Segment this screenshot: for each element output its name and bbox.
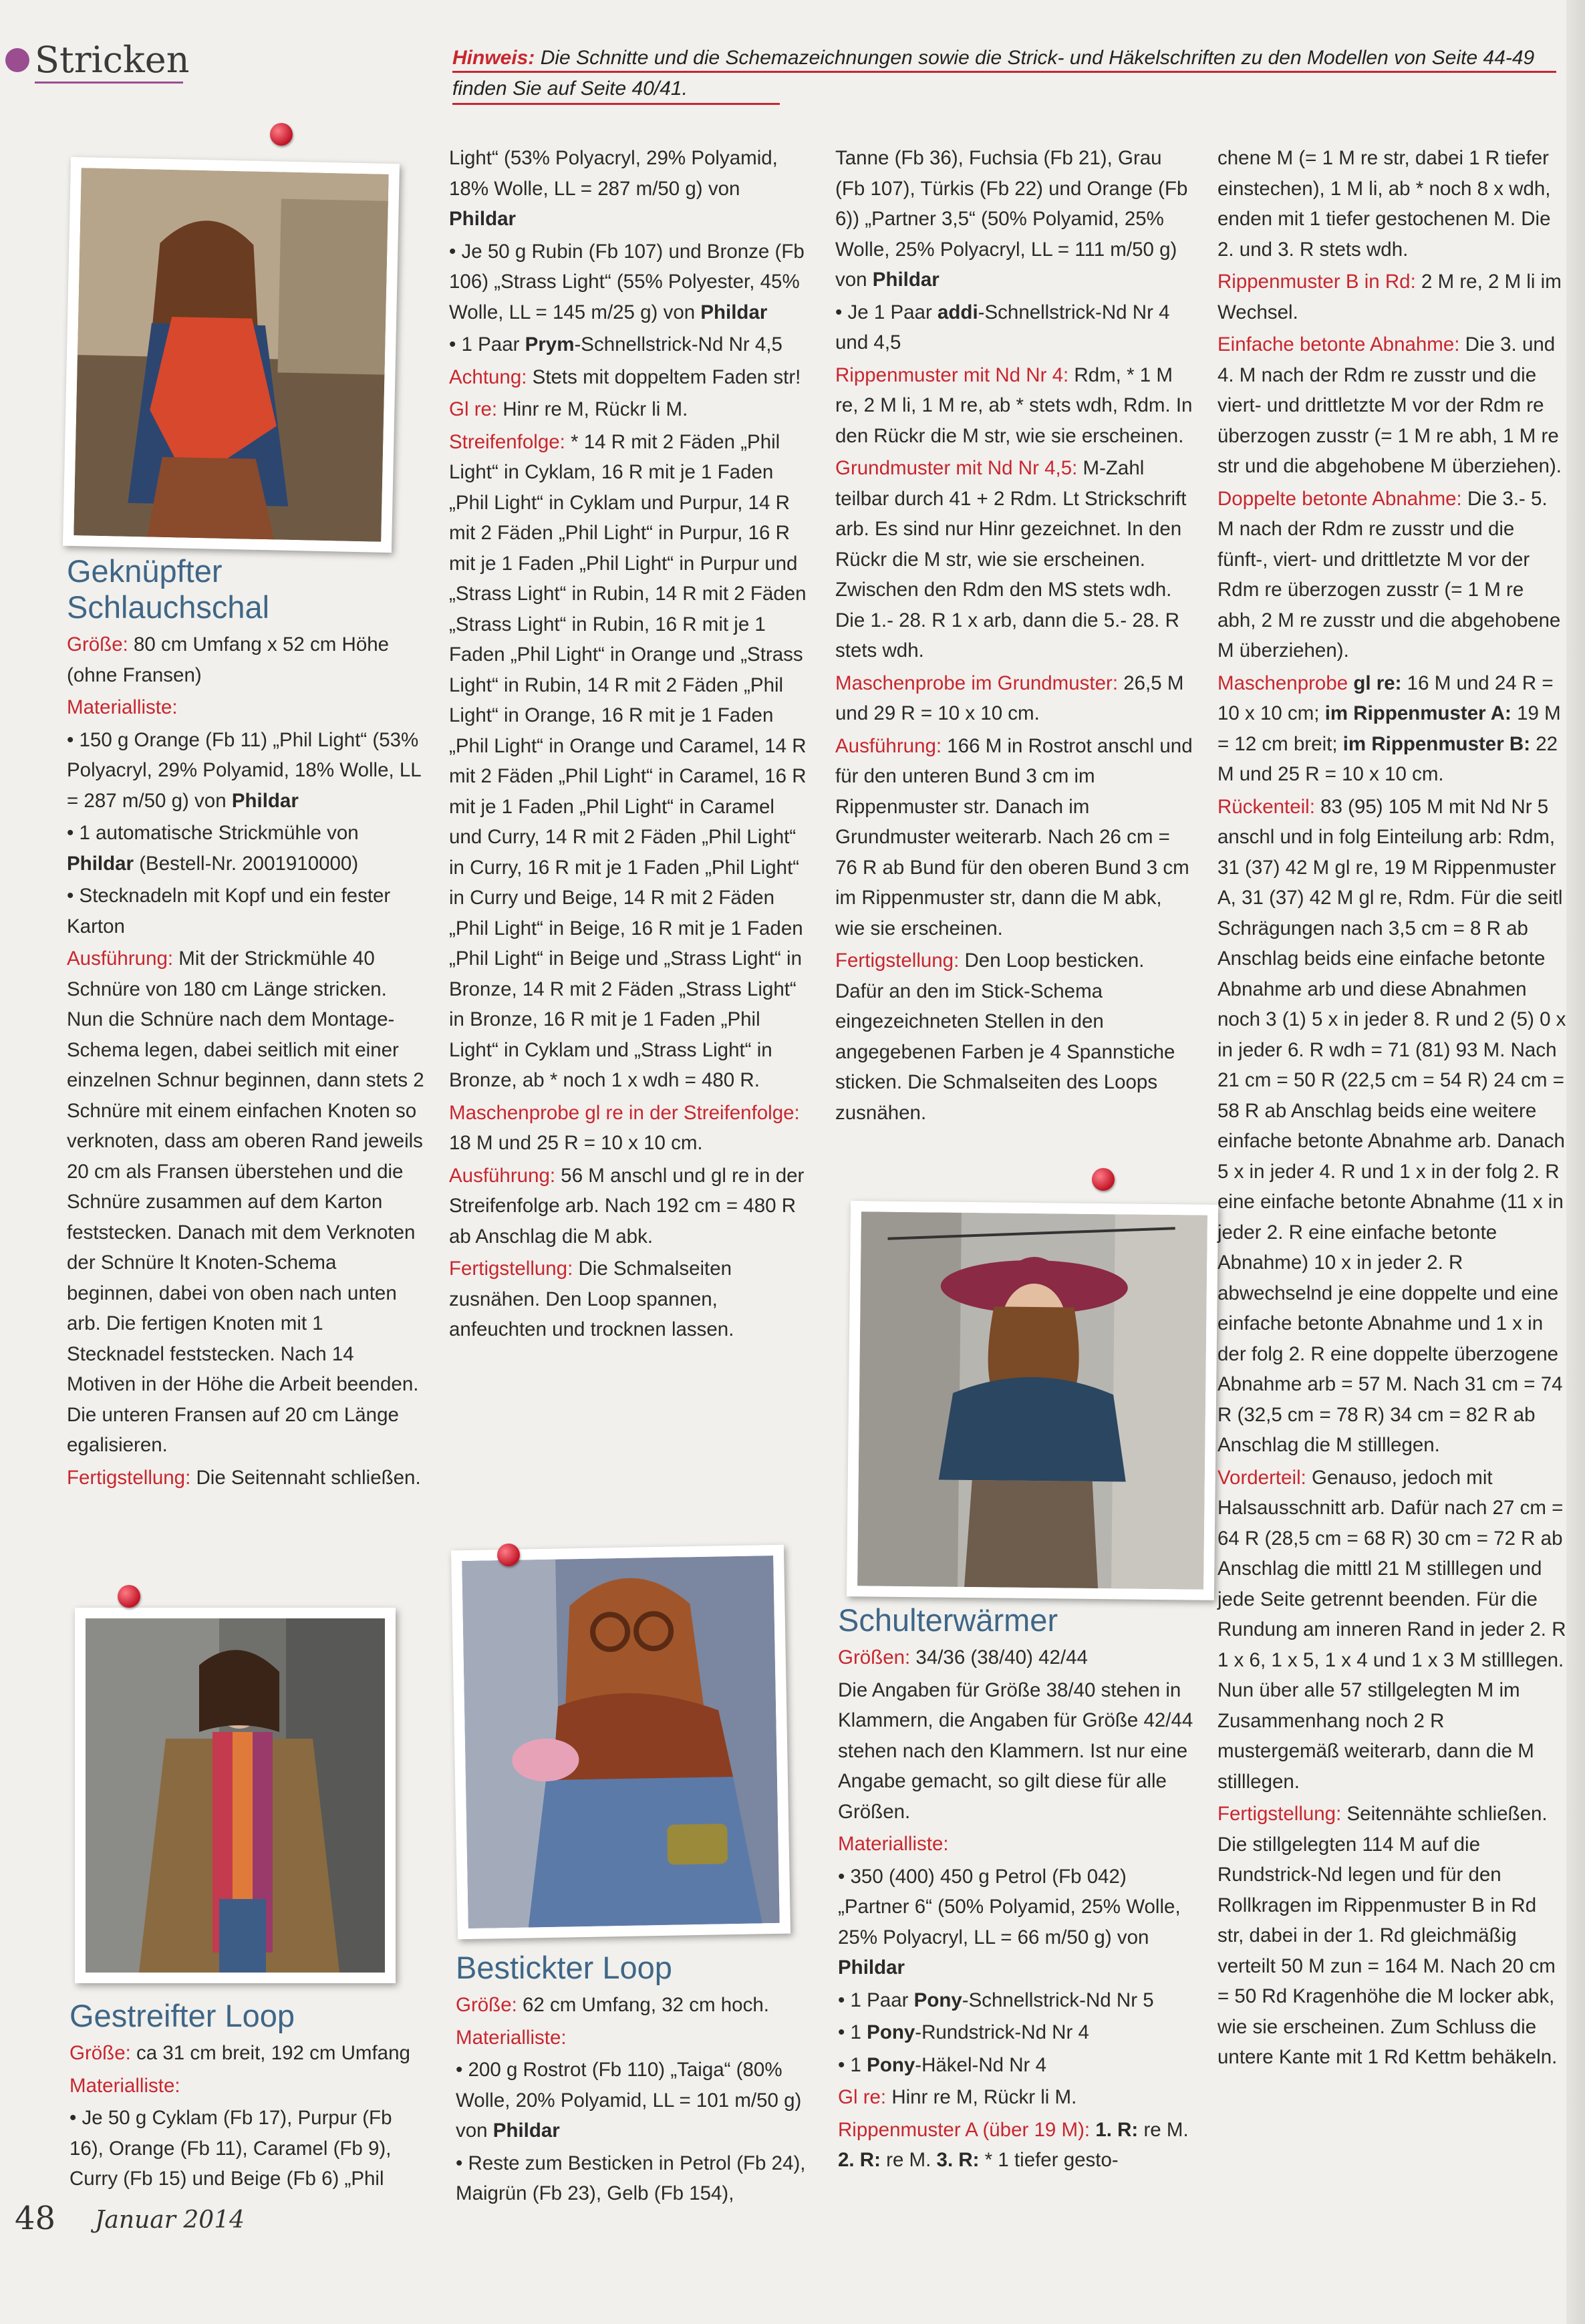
woman-red-scarf-image [74,168,388,542]
hint-underline [452,71,1556,73]
column-2 [449,143,810,1347]
material-item: • Stecknadeln mit Kopf und ein fester Karton [67,885,391,937]
column-3-bottom [838,1602,1199,2178]
photo-bestickter-loop [451,1545,790,1940]
photo-gestreifter-loop [75,1608,396,1983]
material-heading: Materialliste: [69,2074,180,2097]
woman-striped-loop-image [86,1618,385,1973]
section-underline [35,82,183,84]
instruction-paragraph: Ausführung: 56 M anschl und gl re in der Streifenfolge arb. Nach 192 cm = 480 R ab Anschlag die M abk. [449,1164,805,1248]
material-item: • 1 Paar Pony-Schnellstrick-Nd Nr 5 [838,1989,1154,2011]
material-item: • 1 Pony-Rundstrick-Nd Nr 4 [838,2021,1089,2043]
instruction-paragraph: Maschenprobe gl re: 16 M und 24 R = 10 x 10 cm; im Rippenmuster A: 19 M = 12 cm breit; im Rippenmuster B: 22 M und 25 R = 10 x 10 cm. [1217,672,1561,785]
material-item: Light“ (53% Polyacryl, 29% Polyamid, 18% Wolle, LL = 287 m/50 g) von Phildar [449,147,778,230]
instruction-paragraph: Gl re: Hinr re M, Rückr li M. [838,2086,1077,2108]
column-2-bottom [456,1950,813,2211]
instruction-paragraph: Ausführung: 166 M in Rostrot anschl und für den unteren Bund 3 cm im Rippenmuster str. Danach im Grundmuster weiterarb. Nach 26 cm = 76 R ab Bund für den oberen Bund 3 cm im Rippenmuster str, dann die M abk, wie sie erscheinen. [835,734,1193,939]
instruction-paragraph: Streifenfolge: * 14 R mit 2 Fäden „Phil Light“ in Cyklam, 16 R mit je 1 Faden „Phil Light“ in Cyklam und Purpur, 14 R mit 2 Fäden „Phil Light“ in Purpur, 16 R mit je 1 Faden „Phil Light“ in Purpur und „Strass Light“ in Rubin, 14 R mit 2 Fäden „Strass Light“ in Rubin, 16 R mit je 1 Faden „Phil Light“ in Orange und „Strass Light“ in Rubin, 14 R mit 2 Fäden „Phil Light“ in Orange, 16 R mit je 1 Faden „Phil Light“ in Orange und Caramel, 14 R mit 2 Fäden „Phil Light“ in Caramel, 16 R mit je 1 Faden „Phil Light“ in Caramel und Curry, 14 R mit 2 Fäden „Phil Light“ in Curry, 16 R mit je 1 Faden „Phil Light“ in Curry und Beige, 14 R mit 2 Fäden „Phil Light“ in Beige, 16 R mit je 1 Faden „Phil Light“ in Beige und „Strass Light“ in Bronze, 14 R mit 2 Fäden „Strass Light“ in Bronze, 16 R mit je 1 Faden „Phil Light“ in Cyklam und „Strass Light“ in Bronze, ab * noch 1 x wdh = 480 R. [449,430,807,1091]
pin-icon [497,1544,520,1566]
instruction-paragraph: Die Angaben für Größe 38/40 stehen in Klammern, die Angaben für Größe 42/44 stehen nach den Klammern. Ist nur eine Angabe gemacht, so gilt diese für alle Größen. [838,1679,1193,1823]
material-item: • Je 1 Paar addi-Schnellstrick-Nd Nr 4 und 4,5 [835,301,1170,353]
instruction-paragraph: Einfache betonte Abnahme: Die 3. und 4. M nach der Rdm re zusstr und die viert- und drittletzte M vor der Rdm re überzogen zusstr (= 1 M re abh, 1 M re str und die abgehobene M überziehen). [1217,333,1562,477]
column-3 [835,143,1196,1130]
material-item: • 200 g Rostrot (Fb 110) „Taiga“ (80% Wolle, 20% Polyamid, LL = 101 m/50 g) von Phildar [456,2059,802,2142]
size-line: Größe: ca 31 cm breit, 192 cm Umfang [69,2042,410,2064]
photo-schlauchschal [63,157,400,553]
instruction-paragraph: Maschenprobe im Grundmuster: 26,5 M und 29 R = 10 x 10 cm. [835,672,1184,724]
instruction-paragraph: Ausführung: Mit der Strickmühle 40 Schnüre von 180 cm Länge stricken. Nun die Schnüre nach dem Montage-Schema legen, dabei seitlich mit einer einzelnen Schnur beginnen, dann stets 2 Schnüre mit einem einfachen Knoten so verknoten, dass am oberen Rand jeweils 20 cm als Fransen überstehen und die Schnüre zusammen auf dem Karton feststecken. Danach mit dem Verknoten der Schnüre lt Knoten-Schema beginnen, dabei von oben nach unten arb. Die fertigen Knoten mit 1 Stecknadel feststecken. Nach 14 Motiven in der Höhe die Arbeit beenden. Die unteren Fransen auf 20 cm Länge egalisieren. [67,948,424,1456]
instruction-paragraph: Vorderteil: Genauso, jedoch mit Halsausschnitt arb. Dafür nach 27 cm = 64 R (28,5 cm = 68 R) 30 cm = 72 R ab Anschlag die mittl 21 M stilllegen und jede Seite getrennt beenden. Für die Rundung am inneren Rand in jeder 2. R 1 x 6, 1 x 5, 1 x 4 und 1 x 3 M stilllegen. Nun über alle 57 stillgelegten M im Zusammenhang noch 2 R mustergemäß weiterarb, dann die M stilllegen. [1217,1466,1566,1793]
instruction-paragraph: Maschenprobe gl re in der Streifenfolge: 18 M und 25 R = 10 x 10 cm. [449,1101,800,1154]
instruction-paragraph: Doppelte betonte Abnahme: Die 3.- 5. M nach der Rdm re zusstr und die fünft-, viert- und drittletzte M vor der Rdm re überzogen zusstr (= 1 M re abh, 2 M re zusstr und die abgehobene M überziehen). [1217,487,1561,662]
instruction-paragraph: chene M (= 1 M re str, dabei 1 R tiefer einstechen), 1 M li, ab * noch 8 x wdh, enden mit 1 tiefer gestochenen M. Die 2. und 3. R stets wdh. [1217,147,1551,261]
column-4 [1217,143,1566,2075]
instruction-paragraph: Fertigstellung: Die Schmalseiten zusnähen. Den Loop spannen, anfeuchten und trocknen lassen. [449,1258,734,1340]
hint-text: Die Schnitte und die Schemazeichnungen sowie die Strick- und Häkelschriften zu den Modellen von Seite 44-49 finden Sie auf Seite 40/41. [452,47,1535,100]
section-title: Stricken [35,39,190,81]
article-title: Geknüpfter Schlauchschal [67,553,270,625]
instruction-paragraph: Gl re: Hinr re M, Rückr li M. [449,398,688,420]
article-title: Gestreifter Loop [69,1998,295,2033]
page-edge [1566,0,1585,2324]
material-item: • Je 50 g Cyklam (Fb 17), Purpur (Fb 16), Orange (Fb 11), Caramel (Fb 9), Curry (Fb 15) und Beige (Fb 6) „Phil [69,2107,392,2190]
instruction-paragraph: Rückenteil: 83 (95) 105 M mit Nd Nr 5 anschl und in folg Einteilung arb: Rdm, 31 (37) 42 M gl re, 19 M Rippenmuster A, 31 (37) 42 M gl re, Rdm. Für die seitl Schrägungen nach 3,5 cm = 8 R ab Anschlag beids eine einfache betonte Abnahme arb und diese Abnahmen noch 3 (1) 5 x in jeder 8. R und 2 (5) 0 x in jeder 6. R wdh = 71 (81) 93 M. Nach 21 cm = 50 R (22,5 cm = 54 R) 24 cm = 58 R ab Anschlag beids eine weitere einfache betonte Abnahme arb. Danach 5 x in jeder 4. R und 1 x in der folg 2. R eine einfache betonte Abnahme (11 x in jeder 2. R eine einfache betonte Abnahme) 10 x in jeder 2. R abwechselnd je eine doppelte und eine einfache betonte Abnahme und 1 x in der folg 2. R eine doppelte überzogene Abnahme arb = 57 M. Nach 31 cm = 74 R (32,5 cm = 78 R) 34 cm = 82 R ab Anschlag die M stilllegen. [1217,795,1566,1456]
column-1-bottom [69,1998,427,2196]
instruction-paragraph: Achtung: Stets mit doppeltem Faden str! [449,366,801,388]
material-item: • 150 g Orange (Fb 11) „Phil Light“ (53% Polyacryl, 29% Polyamid, 18% Wolle, LL = 287 m/50 g) von Phildar [67,728,421,812]
hint-note [452,43,1562,104]
instruction-paragraph: Fertigstellung: Seitennähte schließen. Die stillgelegten 114 M auf die Rundstrick-Nd legen und für den Rollkragen im Rippenmuster B in Rd str, dabei in der 1. Rd gleichmäßig verteilt 50 M zun = 164 M. Nach 20 cm = 50 Rd Kragenhöhe die M locker abk, wie sie erscheinen. Zum Schluss die untere Kante mit 1 Rd Kettm behäkeln. [1217,1803,1558,2068]
material-item: • 1 automatische Strickmühle von Phildar (Bestell-Nr. 2001910000) [67,822,359,875]
size-line: Größe: 80 cm Umfang x 52 cm Höhe (ohne Fransen) [67,633,390,686]
material-item: • Je 50 g Rubin (Fb 107) und Bronze (Fb 106) „Strass Light“ (55% Polyester, 45% Wolle, LL = 145 m/25 g) von Phildar [449,240,805,323]
material-item: • Reste zum Besticken in Petrol (Fb 24), Maigrün (Fb 23), Gelb (Fb 154), [456,2152,806,2204]
size-line: Größen: 34/36 (38/40) 42/44 [838,1646,1088,1668]
hint-underline [452,103,780,105]
material-item: Tanne (Fb 36), Fuchsia (Fb 21), Grau (Fb 107), Türkis (Fb 22) und Orange (Fb 6)) „Partner 3,5“ (50% Polyamid, 25% Wolle, 25% Polyacryl, LL = 111 m/50 g) von Phildar [835,147,1188,291]
article-title: Bestickter Loop [456,1950,672,1985]
woman-hat-umbrella-image [857,1211,1207,1589]
instruction-paragraph: Fertigstellung: Den Loop besticken. Dafür an den im Stick-Schema eingezeichneten Stellen in den angegebenen Farben je 4 Spannstiche sticken. Die Schmalseiten des Loops zusnähen. [835,950,1175,1124]
material-heading: Materialliste: [456,2026,567,2049]
size-line: Größe: 62 cm Umfang, 32 cm hoch. [456,1994,769,2016]
instruction-paragraph: Fertigstellung: Die Seitennaht schließen. [67,1466,421,1489]
material-item: • 1 Paar Prym-Schnellstrick-Nd Nr 4,5 [449,333,782,355]
instruction-paragraph: Grundmuster mit Nd Nr 4,5: M-Zahl teilbar durch 41 + 2 Rdm. Lt Strickschrift arb. Es sind nur Hinr gezeichnet. In den Rückr die M str, wie sie erscheinen. Zwischen den Rdm den MS stets wdh. Die 1.- 28. R 1 x arb, dann die 5.- 28. R stets wdh. [835,457,1187,662]
article-title: Schulterwärmer [838,1602,1058,1638]
pin-icon [270,123,293,146]
instruction-paragraph: Rippenmuster A (über 19 M): 1. R: re M. 2. R: re M. 3. R: * 1 tiefer gesto- [838,2118,1189,2171]
material-heading: Materialliste: [838,1833,949,1855]
instruction-paragraph: Rippenmuster mit Nd Nr 4: Rdm, * 1 M re, 2 M li, 1 M re, ab * stets wdh, Rdm. In den Rückr die M str, wie sie erscheinen. [835,364,1193,447]
photo-schulterwaermer [847,1201,1218,1600]
page-number: 48 [15,2200,56,2237]
issue-date: Januar 2014 [95,2206,245,2234]
woman-glasses-loop-image [462,1556,780,1928]
section-dot-icon [5,48,29,72]
material-item: • 350 (400) 450 g Petrol (Fb 042) „Partner 6“ (50% Polyamid, 25% Wolle, 25% Polyacryl, LL = 66 m/50 g) von Phildar [838,1865,1181,1979]
material-heading: Materialliste: [67,696,178,718]
material-item: • 1 Pony-Häkel-Nd Nr 4 [838,2053,1046,2076]
pin-icon [118,1585,140,1608]
pin-icon [1092,1168,1115,1191]
instruction-paragraph: Rippenmuster B in Rd: 2 M re, 2 M li im Wechsel. [1217,271,1562,323]
hint-label: Hinweis: [452,47,535,69]
column-1 [67,553,424,1495]
